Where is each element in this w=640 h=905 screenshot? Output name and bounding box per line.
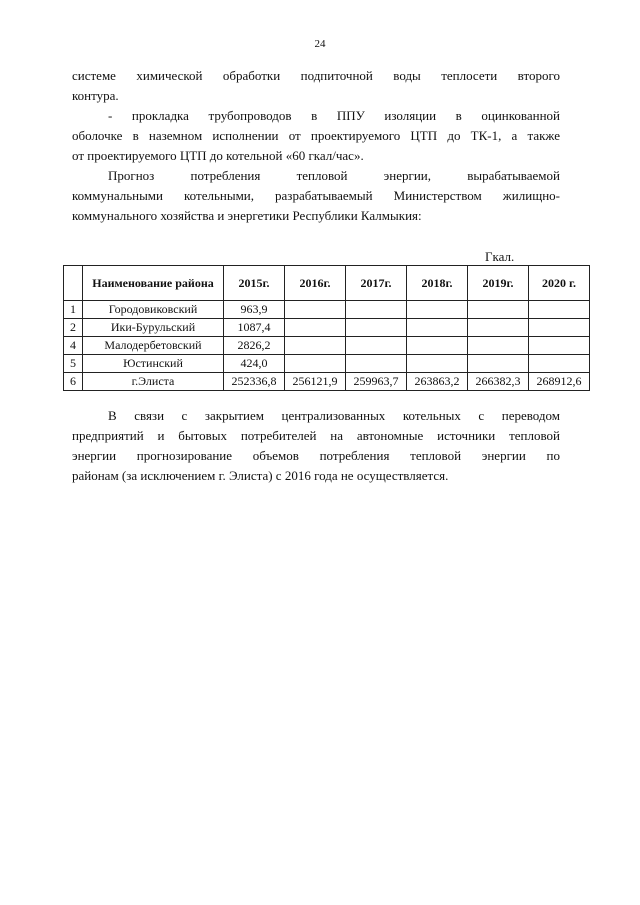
value-cell: 424,0 [224,355,285,373]
district-name: Малодербетовский [83,337,224,355]
value-cell [529,337,590,355]
text-line: энергии прогнозирование объемов потребления тепловой энергии по [72,448,560,463]
column-header-number [64,266,83,301]
column-header-2018: 2018г. [407,266,468,301]
text-line: Прогноз потребления тепловой энергии, вырабатываемой [108,168,560,183]
paragraph-system-treatment [72,66,560,106]
value-cell [529,355,590,373]
district-name: г.Элиста [83,373,224,391]
value-cell [468,337,529,355]
value-cell [346,301,407,319]
value-cell: 263863,2 [407,373,468,391]
text-line: В связи с закрытием централизованных котельных с переводом [108,408,560,423]
value-cell [468,301,529,319]
value-cell [346,319,407,337]
value-cell [285,319,346,337]
row-number: 6 [64,373,83,391]
district-name: Юстинский [83,355,224,373]
column-header-district: Наименование района [83,266,224,301]
text-line: от проектируемого ЦТП до котельной «60 гкал/час». [72,148,364,163]
value-cell: 1087,4 [224,319,285,337]
value-cell [468,355,529,373]
page-number: 24 [314,38,326,50]
value-cell [407,355,468,373]
text-line: оболочке в наземном исполнении от проектируемого ЦТП до ТК-1, а также [72,128,560,143]
column-header-2016: 2016г. [285,266,346,301]
text-line: коммунальными котельными, разрабатываемый Министерством жилищно- [72,188,560,203]
text-line: коммунального хозяйства и энергетики Республики Калмыкия: [72,208,422,223]
paragraph-pipeline [72,106,560,166]
column-header-2019: 2019г. [468,266,529,301]
district-name: Городовиковский [83,301,224,319]
column-header-2015: 2015г. [224,266,285,301]
value-cell: 256121,9 [285,373,346,391]
unit-label: Гкал. [485,249,515,264]
value-cell [529,319,590,337]
text-line: системе химической обработки подпиточной воды теплосети второго [72,68,560,83]
text-line: предприятий и бытовых потребителей на автономные источники тепловой [72,428,560,443]
value-cell: 963,9 [224,301,285,319]
table-header-row [64,266,590,301]
text-line: - прокладка трубопроводов в ППУ изоляции в оцинкованной [108,108,560,123]
heat-consumption-table [63,265,590,391]
value-cell [285,337,346,355]
value-cell [346,355,407,373]
text-line: контура. [72,88,119,103]
value-cell [529,301,590,319]
table-row [64,319,590,337]
table-row [64,301,590,319]
value-cell: 252336,8 [224,373,285,391]
value-cell [346,337,407,355]
value-cell: 2826,2 [224,337,285,355]
row-number: 1 [64,301,83,319]
row-number: 5 [64,355,83,373]
value-cell [285,301,346,319]
column-header-2020: 2020 г. [529,266,590,301]
value-cell [468,319,529,337]
value-cell [407,337,468,355]
column-header-2017: 2017г. [346,266,407,301]
paragraph-forecast-intro [72,166,560,226]
text-line: районам (за исключением г. Элиста) с 2016 года не осуществляется. [72,468,449,483]
row-number: 4 [64,337,83,355]
table-row [64,337,590,355]
value-cell: 268912,6 [529,373,590,391]
value-cell [407,301,468,319]
table-row [64,373,590,391]
row-number: 2 [64,319,83,337]
value-cell [285,355,346,373]
value-cell: 259963,7 [346,373,407,391]
value-cell: 266382,3 [468,373,529,391]
district-name: Ики-Бурульский [83,319,224,337]
value-cell [407,319,468,337]
table-row [64,355,590,373]
paragraph-conclusion [72,406,560,486]
